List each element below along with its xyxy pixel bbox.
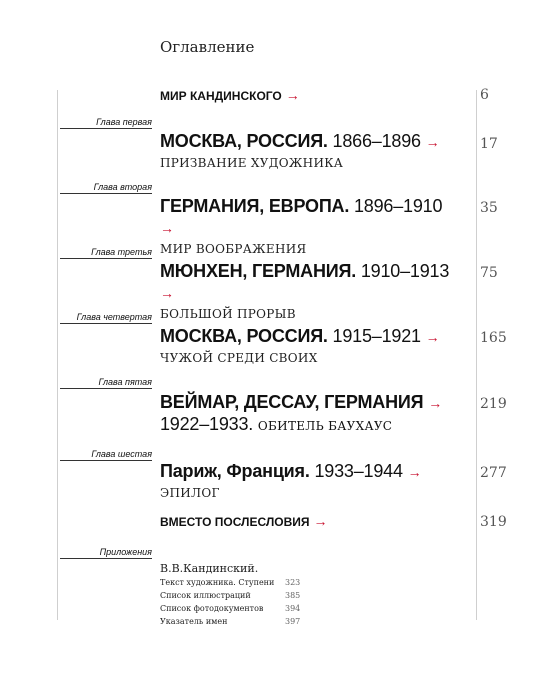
chapter-place: ГЕРМАНИЯ, ЕВРОПА. (160, 196, 350, 216)
appendix-item-page: 385 (285, 591, 301, 600)
page-number: 165 (480, 330, 507, 346)
chapter-place: МЮНХЕН, ГЕРМАНИЯ. (160, 261, 357, 281)
right-divider (476, 90, 477, 620)
entry-title (160, 131, 460, 153)
chapter-place: МОСКВА, РОССИЯ. (160, 131, 328, 151)
appendix-item-label: Список фотодокументов (160, 604, 264, 613)
entry-title (160, 196, 460, 239)
page-number: 6 (480, 87, 489, 103)
toc-entry-chapter-1[interactable] (160, 131, 460, 170)
arrow-right-icon: → (425, 329, 440, 345)
toc-entry-afterword[interactable] (160, 513, 460, 531)
appendix-author: В.В.Кандинский. (160, 562, 259, 575)
left-divider (57, 90, 58, 620)
chapter-tag: Глава третья (60, 248, 152, 259)
entry-title: ВМЕСТО ПОСЛЕСЛОВИЯ (160, 515, 310, 529)
appendix-item-label: Список иллюстраций (160, 591, 251, 600)
chapter-subtitle: ОБИТЕЛЬ БАУХАУС (257, 419, 393, 433)
chapter-tag: Глава пятая (60, 378, 152, 389)
page-number: 219 (480, 396, 507, 412)
toc-entry-chapter-6[interactable] (160, 461, 460, 500)
toc-entry-intro[interactable] (160, 87, 460, 105)
entry-title-line-2 (160, 414, 460, 435)
toc-entry-chapter-2[interactable] (160, 196, 460, 256)
toc-entry-chapter-3[interactable] (160, 261, 460, 321)
arrow-right-icon: → (160, 285, 174, 301)
chapter-tag: Глава четвертая (60, 313, 152, 324)
chapter-tag: Глава шестая (60, 450, 152, 461)
appendix-item-label: Указатель имен (160, 617, 228, 626)
chapter-tag: Приложения (60, 548, 152, 559)
chapter-years: 1922–1933. (160, 414, 254, 434)
entry-title (160, 461, 460, 483)
arrow-right-icon: → (285, 89, 300, 104)
page-number: 17 (480, 136, 498, 152)
toc-entry-chapter-4[interactable] (160, 326, 460, 365)
entry-title (160, 261, 460, 304)
chapter-years: 1933–1944 (314, 461, 403, 481)
chapter-place: МОСКВА, РОССИЯ. (160, 326, 328, 346)
chapter-subtitle: МИР ВООБРАЖЕНИЯ (160, 242, 307, 256)
chapter-subtitle: ЧУЖОЙ СРЕДИ СВОИХ (160, 351, 318, 365)
entry-title: МИР КАНДИНСКОГО (160, 89, 282, 103)
page-number: 319 (480, 514, 507, 530)
appendix-item-page: 394 (285, 604, 301, 613)
chapter-tag: Глава вторая (60, 183, 152, 194)
arrow-right-icon: → (425, 134, 440, 150)
appendix-item-page: 323 (285, 578, 301, 587)
chapter-years: 1866–1896 (332, 131, 421, 151)
toc-entry-chapter-5[interactable] (160, 392, 460, 435)
arrow-right-icon: → (428, 395, 442, 411)
chapter-subtitle: ЭПИЛОГ (160, 486, 220, 500)
page-number: 277 (480, 465, 507, 481)
chapter-years: 1896–1910 (353, 196, 443, 216)
chapter-subtitle: ПРИЗВАНИЕ ХУДОЖНИКА (160, 156, 344, 170)
chapter-place: ВЕЙМАР, ДЕССАУ, ГЕРМАНИЯ (160, 392, 424, 412)
appendix-item-page: 397 (285, 617, 301, 626)
entry-title (160, 392, 460, 414)
arrow-right-icon: → (160, 220, 174, 236)
appendix-item-label: Текст художника. Ступени (160, 578, 275, 587)
chapter-subtitle: БОЛЬШОЙ ПРОРЫВ (160, 307, 296, 321)
chapter-years: 1915–1921 (332, 326, 421, 346)
chapter-place: Париж, Франция. (160, 461, 310, 481)
page-number: 35 (480, 200, 498, 216)
arrow-right-icon: → (407, 464, 422, 480)
chapter-tag: Глава первая (60, 118, 152, 129)
page-title: Оглавление (160, 38, 255, 56)
entry-title (160, 326, 460, 348)
arrow-right-icon: → (313, 515, 328, 530)
chapter-years: 1910–1913 (360, 261, 450, 281)
page-number: 75 (480, 265, 498, 281)
